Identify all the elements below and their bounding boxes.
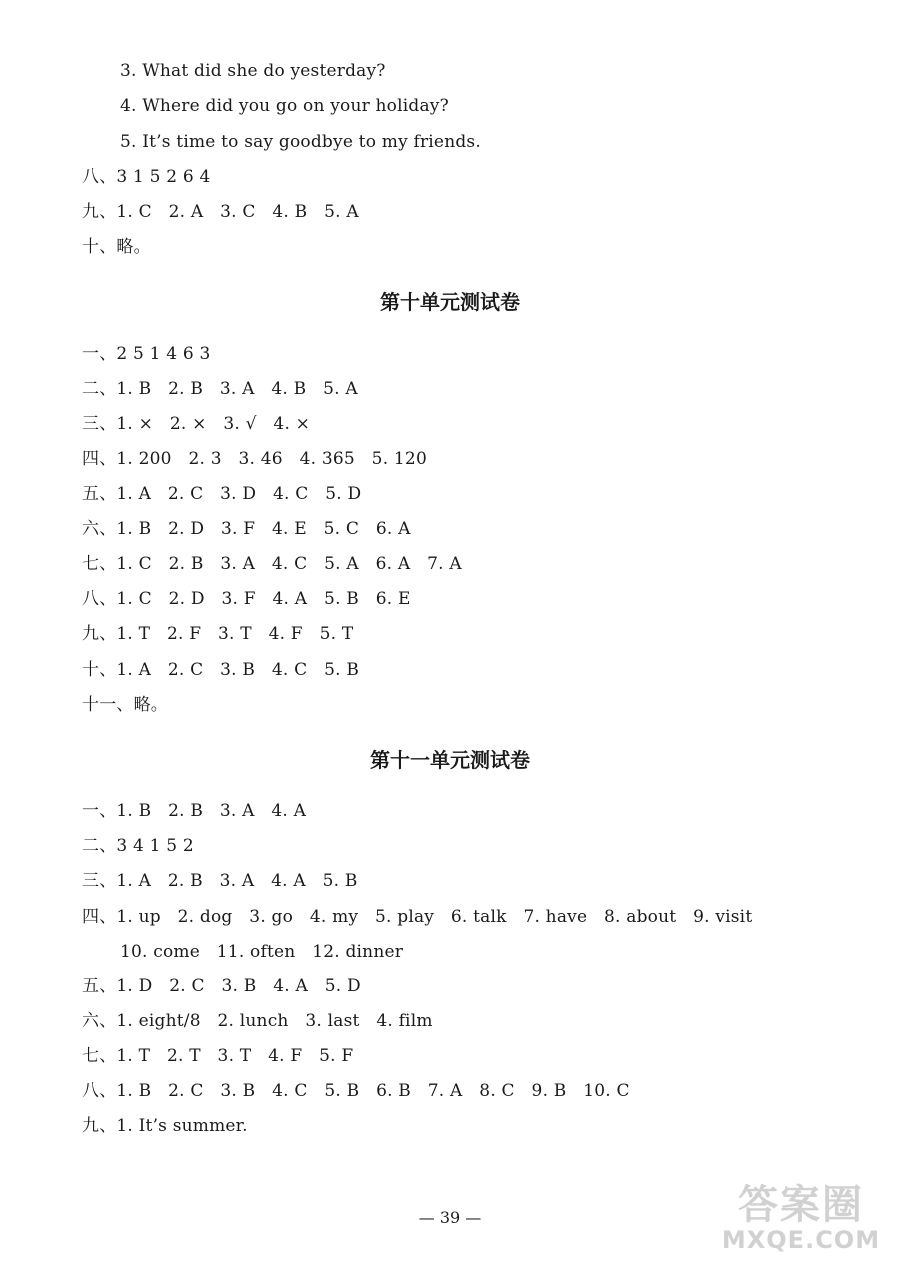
- section-heading-unit-10: 第十单元测试卷: [380, 290, 520, 314]
- answer-line: 十、1. A 2. C 3. B 4. C 5. B: [82, 660, 360, 680]
- section-heading-unit-11: 第十一单元测试卷: [370, 748, 530, 772]
- answer-line: 九、1. T 2. F 3. T 4. F 5. T: [82, 624, 354, 644]
- answer-line: 二、3 4 1 5 2: [82, 836, 194, 856]
- answer-line: 三、1. × 2. × 3. √ 4. ×: [82, 414, 311, 434]
- answer-line: 九、1. It’s summer.: [82, 1116, 248, 1136]
- answer-line: 七、1. C 2. B 3. A 4. C 5. A 6. A 7. A: [82, 554, 462, 574]
- answer-line: 四、1. up 2. dog 3. go 4. my 5. play 6. talk 7. have 8. about 9. visit: [82, 907, 753, 927]
- answer-line: 八、1. B 2. C 3. B 4. C 5. B 6. B 7. A 8. C 9. B 10. C: [82, 1081, 630, 1101]
- answer-line: 10. come 11. often 12. dinner: [120, 942, 404, 962]
- answer-line: 九、1. C 2. A 3. C 4. B 5. A: [82, 202, 359, 222]
- watermark-logo: [716, 1183, 886, 1253]
- answer-line: 六、1. B 2. D 3. F 4. E 5. C 6. A: [82, 519, 411, 539]
- watermark-text-bottom: MXQE.COM: [721, 1226, 881, 1254]
- answer-line: 四、1. 200 2. 3 3. 46 4. 365 5. 120: [82, 449, 427, 469]
- answer-line: 八、3 1 5 2 6 4: [82, 167, 211, 187]
- watermark-text-top: 答案圈: [738, 1182, 864, 1228]
- answer-line: 五、1. D 2. C 3. B 4. A 5. D: [82, 976, 361, 996]
- page-number: — 39 —: [418, 1208, 482, 1227]
- answer-line: 五、1. A 2. C 3. D 4. C 5. D: [82, 484, 362, 504]
- answer-line: 5. It’s time to say goodbye to my friends.: [120, 132, 481, 152]
- answer-line: 一、2 5 1 4 6 3: [82, 344, 211, 364]
- answer-line: 七、1. T 2. T 3. T 4. F 5. F: [82, 1046, 354, 1066]
- answer-line: 一、1. B 2. B 3. A 4. A: [82, 801, 307, 821]
- answer-line: 六、1. eight/8 2. lunch 3. last 4. film: [82, 1011, 433, 1031]
- answer-line: 三、1. A 2. B 3. A 4. A 5. B: [82, 871, 358, 891]
- answer-line: 二、1. B 2. B 3. A 4. B 5. A: [82, 379, 358, 399]
- answer-line: 十一、略。: [82, 695, 168, 715]
- answer-line: 3. What did she do yesterday?: [120, 61, 386, 81]
- answer-line: 4. Where did you go on your holiday?: [120, 96, 449, 116]
- answer-line: 八、1. C 2. D 3. F 4. A 5. B 6. E: [82, 589, 411, 609]
- answer-line: 十、略。: [82, 237, 151, 257]
